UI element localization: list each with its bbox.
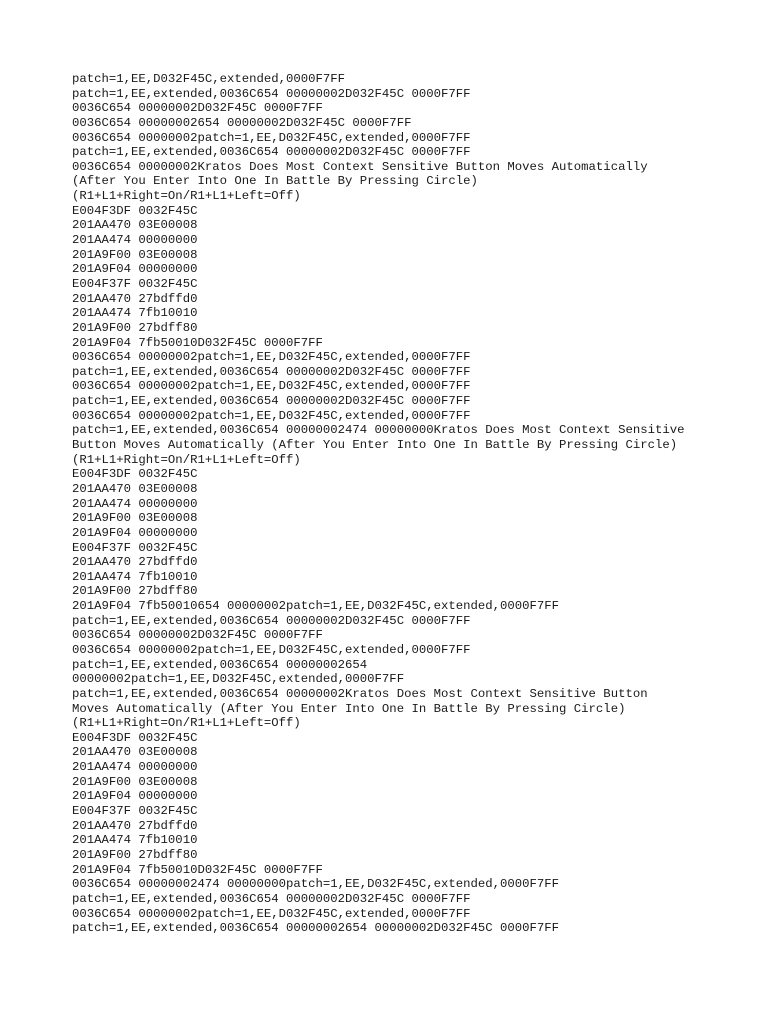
text-line: 201AA470 03E00008 (72, 745, 198, 760)
text-line: (R1+L1+Right=On/R1+L1+Left=Off) (72, 189, 301, 204)
text-line: 0036C654 00000002patch=1,EE,D032F45C,extended,0000F7FF (72, 130, 471, 145)
text-line: 201AA474 7fb10010 (72, 833, 198, 848)
text-line: patch=1,EE,extended,0036C654 00000002D032F45C 0000F7FF (72, 394, 471, 409)
text-line: 201AA474 7fb10010 (72, 569, 198, 584)
text-line: 201AA474 00000000 (72, 233, 198, 248)
text-line: E004F3DF 0032F45C (72, 730, 198, 745)
text-line: patch=1,EE,extended,0036C654 00000002D032F45C 0000F7FF (72, 86, 471, 101)
text-line: 201A9F00 03E00008 (72, 511, 198, 526)
text-line: 201A9F00 27bdff80 (72, 584, 198, 599)
text-line: 201A9F04 00000000 (72, 262, 198, 277)
text-line: patch=1,EE,D032F45C,extended,0000F7FF (72, 72, 346, 86)
text-line: 201A9F04 7fb50010654 00000002patch=1,EE,D032F45C,extended,0000F7FF (72, 599, 560, 614)
text-line: (R1+L1+Right=On/R1+L1+Left=Off) (72, 716, 301, 731)
text-line: 0036C654 00000002Kratos Does Most Context Sensitive Button Moves Automatically (72, 159, 648, 174)
text-line: 201AA470 27bdffd0 (72, 291, 198, 306)
text-line: patch=1,EE,extended,0036C654 00000002654 (72, 657, 368, 672)
text-line: Moves Automatically (After You Enter Into One In Battle By Pressing Circle) (72, 701, 626, 716)
text-line: 201A9F00 03E00008 (72, 774, 198, 789)
text-line: patch=1,EE,extended,0036C654 00000002Kratos Does Most Context Sensitive Button (72, 686, 648, 701)
text-line: patch=1,EE,extended,0036C654 00000002654 00000002D032F45C 0000F7FF (72, 921, 560, 936)
text-line: 201AA470 27bdffd0 (72, 555, 198, 570)
text-line: 201AA474 00000000 (72, 496, 198, 511)
text-line: 0036C654 00000002patch=1,EE,D032F45C,extended,0000F7FF (72, 906, 471, 921)
text-line: patch=1,EE,extended,0036C654 00000002D032F45C 0000F7FF (72, 145, 471, 160)
text-line: 201A9F04 7fb50010D032F45C 0000F7FF (72, 862, 323, 877)
text-line: 201AA470 03E00008 (72, 218, 198, 233)
cheat-code-text (72, 72, 712, 936)
text-line: 00000002patch=1,EE,D032F45C,extended,0000F7FF (72, 672, 405, 687)
text-line: (After You Enter Into One In Battle By Pressing Circle) (72, 174, 478, 189)
text-line: E004F3DF 0032F45C (72, 467, 198, 482)
text-line: E004F3DF 0032F45C (72, 203, 198, 218)
text-line: 201A9F00 27bdff80 (72, 320, 198, 335)
text-line: 0036C654 00000002patch=1,EE,D032F45C,extended,0000F7FF (72, 379, 471, 394)
text-line: 0036C654 00000002patch=1,EE,D032F45C,extended,0000F7FF (72, 408, 471, 423)
text-line: 0036C654 00000002D032F45C 0000F7FF (72, 101, 323, 116)
text-line: E004F37F 0032F45C (72, 540, 198, 555)
text-line: 201A9F00 27bdff80 (72, 847, 198, 862)
text-line: 201A9F04 00000000 (72, 789, 198, 804)
text-line: E004F37F 0032F45C (72, 804, 198, 819)
text-line: (R1+L1+Right=On/R1+L1+Left=Off) (72, 452, 301, 467)
text-line: patch=1,EE,extended,0036C654 00000002474 00000000Kratos Does Most Context Sensitive (72, 423, 685, 438)
text-line: 0036C654 00000002D032F45C 0000F7FF (72, 628, 323, 643)
text-line: 0036C654 00000002654 00000002D032F45C 0000F7FF (72, 115, 412, 130)
text-line: 201AA470 27bdffd0 (72, 818, 198, 833)
text-line: 201AA474 00000000 (72, 760, 198, 775)
text-line: 201A9F04 7fb50010D032F45C 0000F7FF (72, 335, 323, 350)
text-line: 0036C654 00000002474 00000000patch=1,EE,D032F45C,extended,0000F7FF (72, 877, 560, 892)
text-line: 201A9F04 00000000 (72, 525, 198, 540)
text-line: patch=1,EE,extended,0036C654 00000002D032F45C 0000F7FF (72, 364, 471, 379)
text-line: 0036C654 00000002patch=1,EE,D032F45C,extended,0000F7FF (72, 350, 471, 365)
text-line: patch=1,EE,extended,0036C654 00000002D032F45C 0000F7FF (72, 613, 471, 628)
text-line: 201AA470 03E00008 (72, 481, 198, 496)
text-line: Button Moves Automatically (After You Enter Into One In Battle By Pressing Circle) (72, 438, 678, 453)
text-line: E004F37F 0032F45C (72, 276, 198, 291)
text-line: 0036C654 00000002patch=1,EE,D032F45C,extended,0000F7FF (72, 642, 471, 657)
text-line: 201A9F00 03E00008 (72, 247, 198, 262)
text-line: patch=1,EE,extended,0036C654 00000002D032F45C 0000F7FF (72, 891, 471, 906)
text-line: 201AA474 7fb10010 (72, 306, 198, 321)
